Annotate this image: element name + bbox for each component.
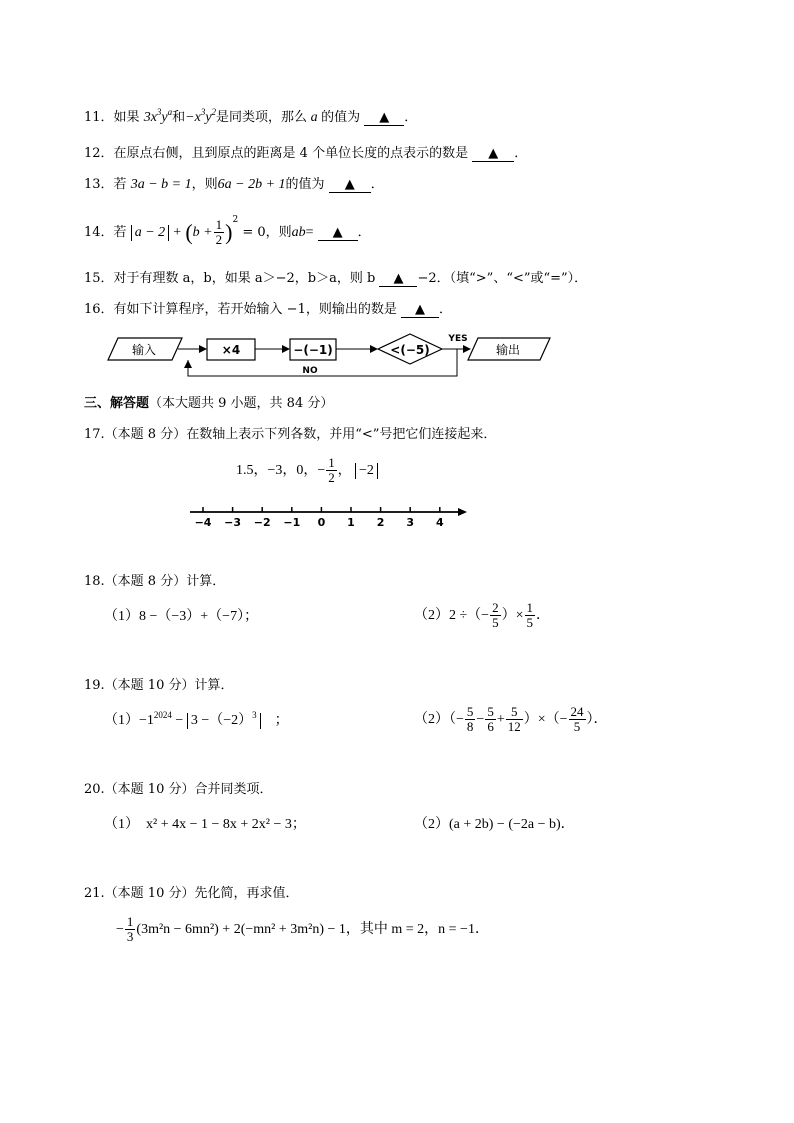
math-expression: 6a − 2b + 1: [217, 177, 286, 192]
question-20-part-2: （2）(a + 2b) − (−2a − b)．: [414, 817, 575, 832]
question-12: 12．在原点右侧，且到原点的距离是 4 个单位长度的点表示的数是 ▲ ．: [84, 146, 528, 161]
question-number: 15．: [84, 271, 114, 286]
question-13: 13．若 3a − b = 1，则6a − 2b + 1的值为 ▲ ．: [84, 177, 384, 192]
number-line: [0, 0, 794, 540]
fraction: $\frac{1}{2}$: [328, 455, 335, 485]
question-19-heading: 19.（本题 10 分）计算．: [84, 678, 234, 693]
tick-label: −3: [224, 516, 242, 529]
tick-label: 0: [317, 516, 326, 529]
question-16: 16．有如下计算程序，若开始输入 −1，则输出的数是 ▲ ．: [84, 302, 452, 317]
answer-blank[interactable]: ▲: [329, 178, 371, 193]
fraction: $\frac{5}{12}$: [507, 704, 521, 735]
tick-label: 2: [376, 516, 385, 529]
axis-arrow-icon: [458, 508, 467, 516]
number-line-ticks: [195, 507, 444, 529]
question-number: 16．: [84, 302, 114, 317]
question-15: 15．对于有理数 a，b，如果 a＞−2，b＞a，则 b ▲ −2．（填“>”、“<”或“=”）．: [84, 271, 588, 286]
question-19-part-1: $(1)-1^{2024} - 3 -(-2)^3$ ；: [104, 710, 289, 728]
section-note: （本大题共 9 小题，共 84 分）: [149, 396, 334, 411]
question-19-part-2: （2）（− $\frac{5}{8}$ − $\frac{5}{6}$ + $\frac{5}{12}$ ）×（− $\frac{24}{5}$ ）．: [414, 704, 608, 735]
answer-blank[interactable]: ▲: [379, 272, 417, 287]
question-18-heading: 18.（本题 8 分）计算．: [84, 574, 226, 589]
tick-label: −2: [253, 516, 271, 529]
math-expression: $-x^3y^2$: [185, 107, 217, 125]
tick-label: 3: [406, 516, 415, 529]
fraction: $\frac{2}{5}$: [492, 600, 499, 631]
absolute-value: −2: [355, 463, 378, 479]
answer-blank[interactable]: ▲: [364, 111, 404, 126]
question-20-part-1: （1） x² + 4x − 1 − 8x + 2x² − 3；: [104, 817, 306, 832]
multiply-label: ×4: [221, 343, 241, 357]
question-18-part-2: （2）2 ÷（− $\frac{2}{5}$ ）× $\frac{1}{5}$ ．: [414, 600, 550, 631]
answer-blank[interactable]: ▲: [318, 226, 358, 241]
question-number: 11．: [84, 110, 114, 125]
input-label: 输入: [131, 343, 157, 357]
question-11: 11．如果 $3x^3y^a$和$-x^3y^2$是同类项，那么 a 的值为 ▲ ．: [84, 107, 418, 125]
yes-label: YES: [448, 334, 468, 344]
question-14: 14．若 a − 2 + (b + $\frac{1}{2}$ )$^2$ = 0，则ab= ▲ ．: [84, 215, 371, 247]
question-21-heading: 21.（本题 10 分）先化简，再求值．: [84, 886, 299, 901]
math-expression: 3a − b = 1: [130, 177, 192, 192]
question-17-heading: 17.（本题 8 分）在数轴上表示下列各数，并用“<”号把它们连接起来．: [84, 427, 497, 442]
question-17-numbers: 1.5，−3，0，− $\frac{1}{2}$ ， −2: [236, 456, 378, 486]
output-label: 输出: [495, 343, 521, 357]
no-label: NO: [302, 366, 318, 376]
question-21-expression: − $\frac{1}{3}$ (3m²n − 6mn²) + 2(−mn² + 3m²n) − 1，其中 m = 2，n = −1．: [116, 914, 489, 945]
tick-label: 1: [347, 516, 355, 529]
question-number: 14．: [84, 225, 114, 240]
tick-label: −1: [283, 516, 301, 529]
decision-label: <(−5): [390, 343, 430, 357]
question-20-heading: 20.（本题 10 分）合并同类项．: [84, 782, 273, 797]
fraction: $\frac{24}{5}$: [570, 704, 584, 735]
fraction: $\frac{1}{5}$: [526, 600, 533, 631]
question-number: 13．: [84, 177, 114, 192]
tick-label: −4: [194, 516, 212, 529]
fraction: $\frac{1}{3}$: [126, 914, 134, 945]
answer-blank[interactable]: ▲: [472, 147, 514, 162]
absolute-value: $3 -(-2)^3$: [187, 713, 261, 729]
question-18-part-1: （1）8 −（−3）+（−7）；: [104, 609, 259, 624]
question-number: 12．: [84, 146, 114, 161]
fraction: $\frac{5}{6}$: [487, 704, 494, 735]
fraction: $\frac{1}{2}$: [215, 217, 223, 247]
math-expression: $3x^3y^a$: [143, 107, 173, 125]
section-title: 三、解答题: [84, 396, 150, 411]
tick-label: 4: [435, 516, 444, 529]
fraction: $\frac{5}{8}$: [466, 704, 474, 735]
answer-blank[interactable]: ▲: [401, 303, 439, 318]
subtract-label: −(−1): [293, 343, 333, 357]
absolute-value: a − 2: [131, 225, 169, 241]
